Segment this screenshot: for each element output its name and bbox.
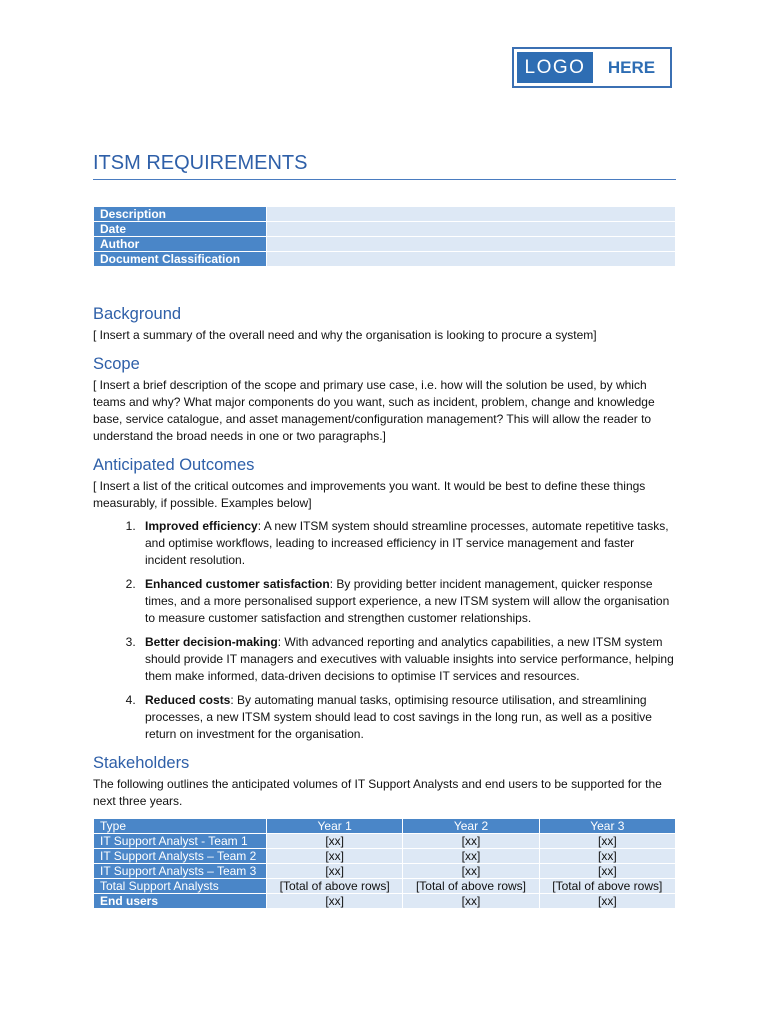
table-cell: [xx] <box>539 849 675 864</box>
table-cell: [xx] <box>403 834 539 849</box>
table-cell: [xx] <box>539 894 675 909</box>
outcomes-intro: [ Insert a list of the critical outcomes and improvements you want. It would be best to define these things measurably, if possible. Examples below] <box>93 479 646 510</box>
meta-label-author: Author <box>94 237 267 252</box>
table-row <box>94 864 676 879</box>
list-item <box>139 576 676 627</box>
table-cell: [Total of above rows] <box>539 879 675 894</box>
background-section <box>93 303 676 344</box>
logo-text-left: LOGO <box>517 52 593 83</box>
table-row <box>94 834 676 849</box>
table-row <box>94 252 676 267</box>
outcomes-list <box>93 518 676 743</box>
table-cell: [Total of above rows] <box>403 879 539 894</box>
outcome-text: : A new ITSM system should streamline processes, automate repetitive tasks, and optimise workflows, leading to increased efficiency in IT service management and faster incident resolution. <box>145 519 669 567</box>
table-header-row <box>94 819 676 834</box>
table-cell: [xx] <box>403 894 539 909</box>
outcome-text: : By automating manual tasks, optimising resource utilisation, and streamlining processes, a new ITSM system should lead to cost savings in the long run, as well as a positive return on investment for the organisation. <box>145 693 652 741</box>
outcome-text: : With advanced reporting and analytics capabilities, a new ITSM system should provide IT managers and executives with valuable insights into service performance, helping them make informed, data-driven decisions to optimise IT services and resources. <box>145 635 674 683</box>
scope-text: [ Insert a brief description of the scope and primary use case, i.e. how will the solution be used, by which teams and why? What major components do you want, such as incident, problem, change and knowledge base, service catalogue, and asset management/configuration management? This will allow the reader to understand the broad needs in one or two paragraphs.] <box>93 378 655 443</box>
page-title: ITSM REQUIREMENTS <box>93 152 308 174</box>
row-label: IT Support Analysts – Team 2 <box>94 849 267 864</box>
table-row <box>94 222 676 237</box>
table-row <box>94 879 676 894</box>
outcomes-heading: Anticipated Outcomes <box>93 456 255 474</box>
row-label: IT Support Analysts – Team 3 <box>94 864 267 879</box>
background-heading: Background <box>93 305 182 323</box>
meta-value-author[interactable] <box>267 237 676 252</box>
stakeholders-table <box>93 818 676 909</box>
list-item <box>139 518 676 569</box>
column-header-year-2: Year 2 <box>403 819 539 834</box>
meta-label-description: Description <box>94 207 267 222</box>
document-body <box>93 303 676 909</box>
column-header-year-3: Year 3 <box>539 819 675 834</box>
list-item <box>139 634 676 685</box>
stakeholders-intro: The following outlines the anticipated volumes of IT Support Analysts and end users to be supported for the next three years. <box>93 777 662 808</box>
table-cell: [xx] <box>267 864 403 879</box>
outcome-text: : By providing better incident management, quicker response times, and a more personalised support experience, a new ITSM system will allow the organisation to measure customer satisfaction and strengthen customer relationships. <box>145 577 670 625</box>
column-header-type: Type <box>94 819 267 834</box>
scope-section <box>93 353 676 445</box>
stakeholders-heading: Stakeholders <box>93 754 190 772</box>
table-cell: [xx] <box>539 834 675 849</box>
meta-label-date: Date <box>94 222 267 237</box>
row-label: IT Support Analyst - Team 1 <box>94 834 267 849</box>
outcomes-section <box>93 454 676 743</box>
table-cell: [xx] <box>267 894 403 909</box>
scope-heading: Scope <box>93 355 140 373</box>
meta-value-description[interactable] <box>267 207 676 222</box>
meta-value-classification[interactable] <box>267 252 676 267</box>
column-header-year-1: Year 1 <box>267 819 403 834</box>
stakeholders-section <box>93 752 676 909</box>
table-row <box>94 207 676 222</box>
list-item <box>139 692 676 743</box>
table-row <box>94 849 676 864</box>
document-info-table <box>93 206 676 267</box>
meta-label-classification: Document Classification <box>94 252 267 267</box>
outcome-title: Better decision-making <box>145 635 278 649</box>
table-row <box>94 894 676 909</box>
meta-value-date[interactable] <box>267 222 676 237</box>
table-cell: [Total of above rows] <box>267 879 403 894</box>
outcome-title: Improved efficiency <box>145 519 258 533</box>
row-label: End users <box>94 894 267 909</box>
table-cell: [xx] <box>267 849 403 864</box>
outcome-title: Enhanced customer satisfaction <box>145 577 330 591</box>
table-cell: [xx] <box>403 864 539 879</box>
title-divider <box>93 179 676 180</box>
table-row <box>94 237 676 252</box>
table-cell: [xx] <box>403 849 539 864</box>
table-cell: [xx] <box>267 834 403 849</box>
background-text: [ Insert a summary of the overall need and why the organisation is looking to procure a system] <box>93 328 597 342</box>
row-label: Total Support Analysts <box>94 879 267 894</box>
table-cell: [xx] <box>539 864 675 879</box>
logo <box>512 47 672 88</box>
logo-text-right: HERE <box>607 57 656 77</box>
outcome-title: Reduced costs <box>145 693 231 707</box>
